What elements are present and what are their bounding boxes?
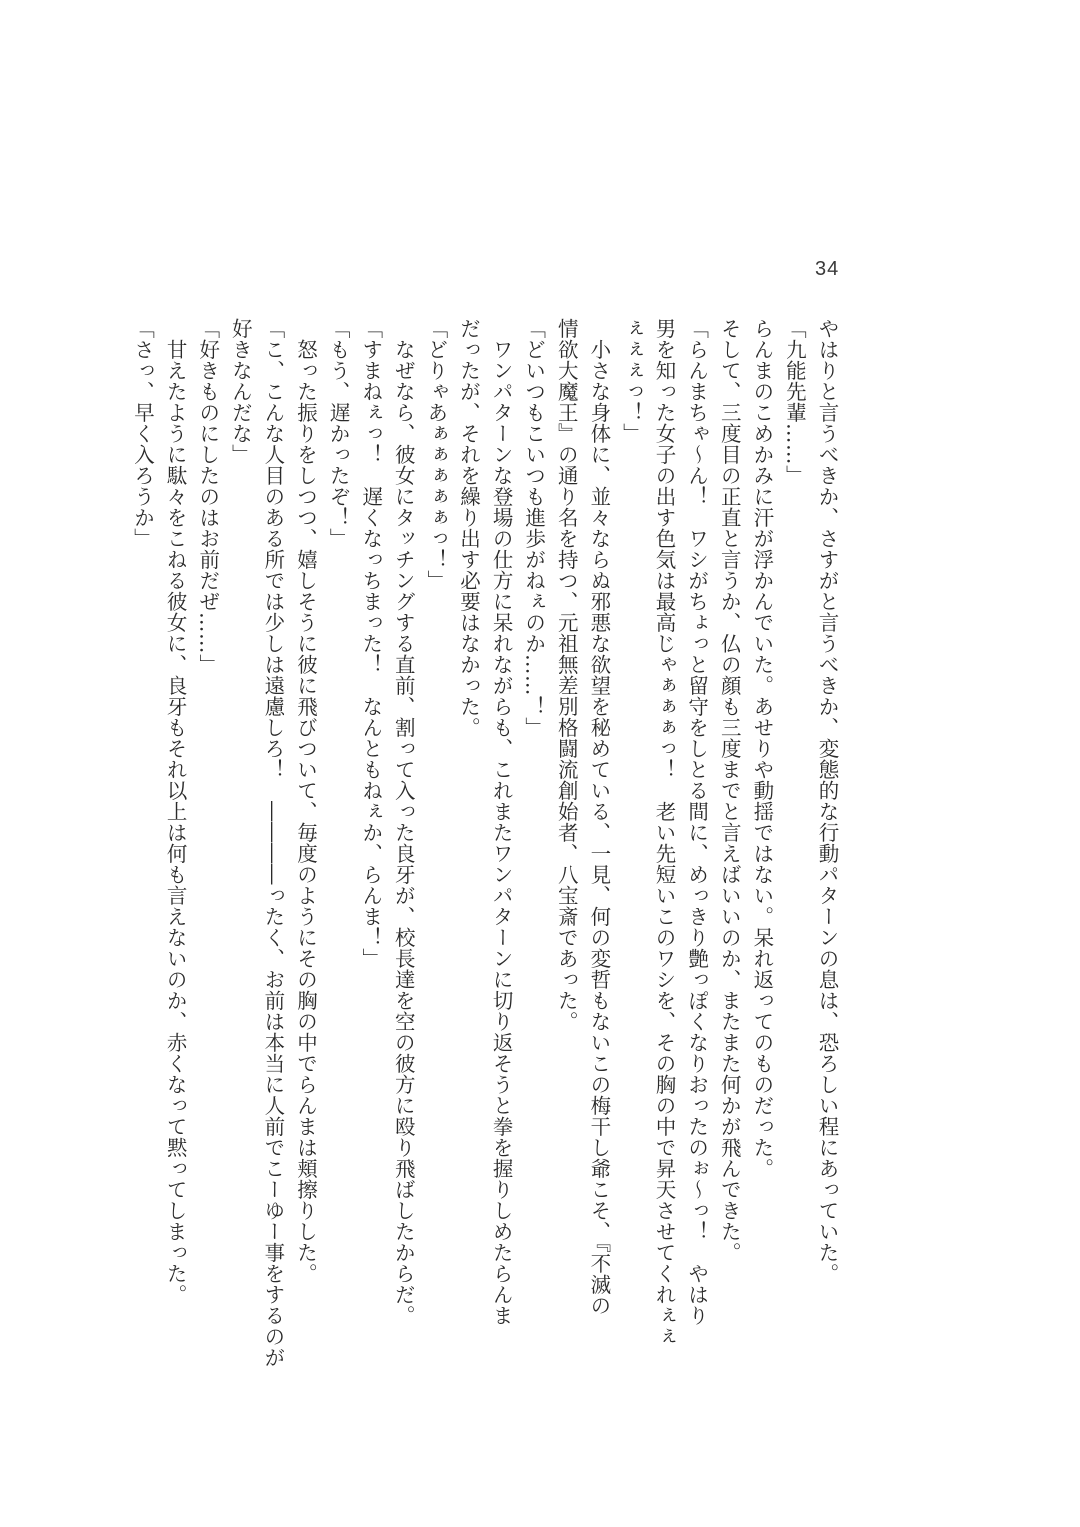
text-line: 甘えたように駄々をこねる彼女に、良牙もそれ以上は何も言えないのか、赤くなって黙ってしまった。 — [163, 318, 188, 1305]
text-line: 「もう、遅かったぞ！」 — [326, 318, 351, 549]
text-line: らんまのこめかみに汗が浮かんでいた。あせりや動揺ではない。呆れ返ってのものだった。 — [749, 318, 774, 1179]
page-number: 34 — [815, 258, 840, 280]
text-line: 情欲大魔王』の通り名を持つ、元祖無差別格闘流創始者、八宝斎であった。 — [554, 318, 579, 1032]
text-line: 怒った振りをしつつ、嬉しそうに彼に飛びついて、毎度のようにその胸の中でらんまは頬擦りした。 — [293, 318, 318, 1284]
text-line: だったが、それを繰り出す必要はなかった。 — [456, 318, 481, 738]
vertical-text-body — [126, 318, 843, 1368]
text-line: 「九能先輩……」 — [782, 318, 807, 486]
text-line: 「どりゃあぁぁぁぁぁっ！」 — [423, 318, 448, 591]
text-line: 好きなんだな」 — [228, 318, 253, 465]
text-line: 「こ、こんな人目のある所では少しは遠慮しろ！ ――――ったく、お前は本当に人前でこーゆー事をするのが — [260, 318, 285, 1368]
text-line: 「らんまちゃ〜ん！ ワシがちょっと留守をしとる間に、めっきり艶っぽくなりおったのぉ〜っ！ やはり — [684, 318, 709, 1326]
text-line: 男を知った女子の出す色気は最高じゃぁぁぁっ！ 老い先短いこのワシを、その胸の中で昇天させてくれぇぇ — [652, 318, 677, 1347]
text-line: そして、三度目の正直と言うか、仏の顔も三度までと言えばいいのか、またまた何かが飛んできた。 — [717, 318, 742, 1263]
text-line: 小さな身体に、並々ならぬ邪悪な欲望を秘めている、一見、何の変哲もないこの梅干し爺こそ、『不滅の — [586, 318, 611, 1316]
text-line: ワンパターンな登場の仕方に呆れながらも、これまたワンパターンに切り返そうと拳を握りしめたらんま — [489, 318, 514, 1326]
text-line: ぇぇぇっ！」 — [619, 318, 644, 444]
text-line: 「どいつもこいつも進歩がねぇのか……！」 — [521, 318, 546, 738]
text-line: なぜなら、彼女にタッチングする直前、割って入った良牙が、校長達を空の彼方に殴り飛ばしたからだ。 — [391, 318, 416, 1326]
text-line: やはりと言うべきか、さすがと言うべきか、変態的な行動パターンの息は、恐ろしい程にあっていた。 — [815, 318, 839, 1284]
text-line: 「好きものにしたのはお前だぜ……」 — [195, 318, 220, 675]
text-line: 「さっ、早く入ろうか」 — [130, 318, 155, 549]
text-line: 「すまねぇっ！ 遅くなっちまった！ なんともねぇか、らんま！」 — [358, 318, 383, 969]
